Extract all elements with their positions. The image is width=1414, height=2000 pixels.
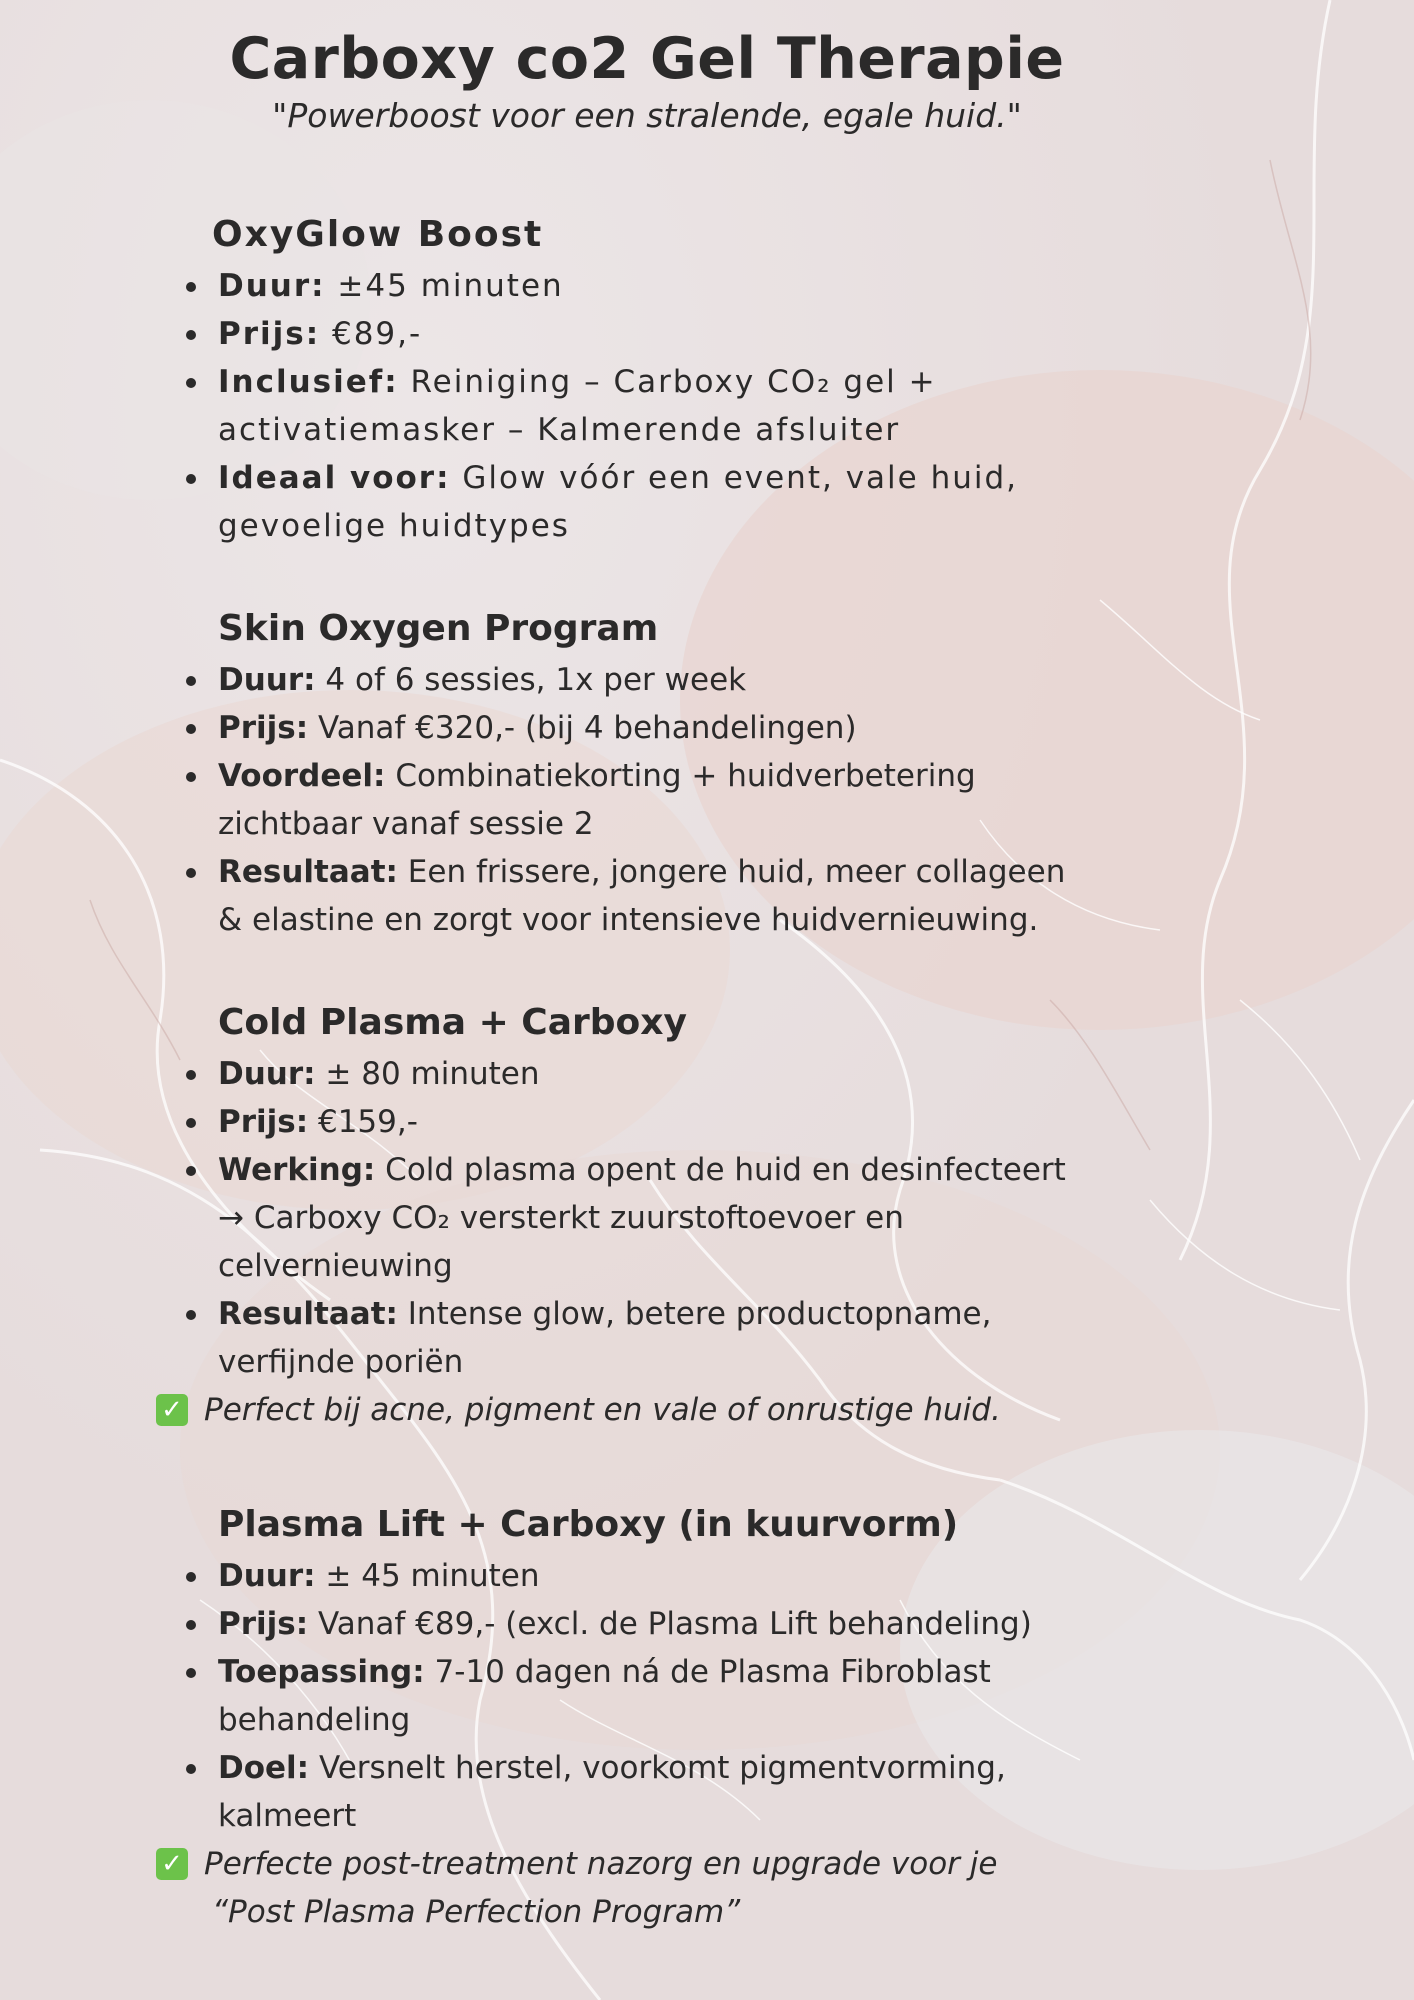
item-text: €159,- xyxy=(317,1104,418,1140)
list-item xyxy=(184,1600,1084,1648)
item-text: Cold plasma opent de huid en desinfecteert → Carboxy CO₂ versterkt zuurstoftoevoer en celvernieuwing xyxy=(218,1152,1066,1284)
item-label: Resultaat: xyxy=(218,1296,398,1332)
item-label: Duur: xyxy=(218,1558,316,1594)
detail-list xyxy=(184,262,1084,550)
item-text: 4 of 6 sessies, 1x per week xyxy=(325,662,747,698)
item-text: Een frissere, jongere huid, meer collageen & elastine en zorgt voor intensieve huidvernieuwing. xyxy=(218,854,1066,938)
item-text: Reiniging – Carboxy CO₂ gel + activatiemasker – Kalmerende afsluiter xyxy=(218,364,937,448)
item-label: Doel: xyxy=(218,1750,310,1786)
page-title: Carboxy co2 Gel Therapie xyxy=(229,26,1065,92)
list-item xyxy=(184,1744,1084,1840)
item-text: Glow vóór een event, vale huid, gevoelige huidtypes xyxy=(218,460,1019,544)
list-item xyxy=(184,1098,1084,1146)
list-item xyxy=(184,704,1084,752)
item-text: Vanaf €320,- (bij 4 behandelingen) xyxy=(317,710,857,746)
list-item xyxy=(184,1290,1084,1386)
item-text: Combinatiekorting + huidverbetering zichtbaar vanaf sessie 2 xyxy=(218,758,976,842)
item-text: ±45 minuten xyxy=(337,268,564,304)
list-item xyxy=(184,1050,1084,1098)
section-title: Skin Oxygen Program xyxy=(218,608,659,649)
list-item xyxy=(184,1552,1084,1600)
check-icon: ✓ xyxy=(156,1848,188,1880)
section-title: Cold Plasma + Carboxy xyxy=(218,1002,687,1043)
note-text: Perfect bij acne, pigment en vale of onrustige huid. xyxy=(204,1392,1001,1428)
item-label: Voordeel: xyxy=(218,758,386,794)
detail-list xyxy=(184,656,1084,944)
item-text: Intense glow, betere productopname, verfijnde poriën xyxy=(218,1296,992,1380)
item-label: Prijs: xyxy=(218,316,321,352)
item-label: Werking: xyxy=(218,1152,376,1188)
item-label: Duur: xyxy=(218,268,326,304)
highlight-note xyxy=(156,1840,1084,1936)
item-text: ± 80 minuten xyxy=(325,1056,540,1092)
item-label: Duur: xyxy=(218,662,316,698)
note-text-line2: “Post Plasma Perfection Program” xyxy=(212,1894,741,1930)
section-oxyglow-boost xyxy=(184,212,1084,550)
item-label: Inclusief: xyxy=(218,364,399,400)
list-item xyxy=(184,262,1084,310)
item-text: Vanaf €89,- (excl. de Plasma Lift behandeling) xyxy=(317,1606,1032,1642)
detail-list xyxy=(184,1552,1084,1840)
item-text: €89,- xyxy=(331,316,423,352)
list-item xyxy=(184,454,1084,550)
list-item xyxy=(184,358,1084,454)
item-text: 7-10 dagen ná de Plasma Fibroblast behandeling xyxy=(218,1654,991,1738)
detail-list xyxy=(184,1050,1084,1386)
list-item xyxy=(184,310,1084,358)
list-item xyxy=(184,1648,1084,1744)
list-item xyxy=(184,1146,1084,1290)
highlight-note xyxy=(156,1386,1084,1434)
item-label: Resultaat: xyxy=(218,854,398,890)
item-label: Prijs: xyxy=(218,710,309,746)
item-label: Duur: xyxy=(218,1056,316,1092)
section-title: OxyGlow Boost xyxy=(212,214,544,255)
item-label: Ideaal voor: xyxy=(218,460,451,496)
section-skin-oxygen-program xyxy=(184,606,1084,944)
item-label: Toepassing: xyxy=(218,1654,425,1690)
note-text: Perfecte post-treatment nazorg en upgrade voor je xyxy=(204,1846,998,1882)
list-item xyxy=(184,752,1084,848)
item-text: ± 45 minuten xyxy=(325,1558,540,1594)
page-subtitle: "Powerboost voor een stralende, egale huid." xyxy=(272,96,1022,135)
list-item xyxy=(184,656,1084,704)
item-label: Prijs: xyxy=(218,1104,309,1140)
list-item xyxy=(184,848,1084,944)
section-plasma-lift-carboxy xyxy=(161,1502,1084,1936)
section-title: Plasma Lift + Carboxy (in kuurvorm) xyxy=(218,1504,959,1545)
item-label: Prijs: xyxy=(218,1606,309,1642)
check-icon: ✓ xyxy=(156,1394,188,1426)
section-cold-plasma-carboxy xyxy=(161,1000,1084,1434)
item-text: Versnelt herstel, voorkomt pigmentvorming, kalmeert xyxy=(218,1750,1006,1834)
